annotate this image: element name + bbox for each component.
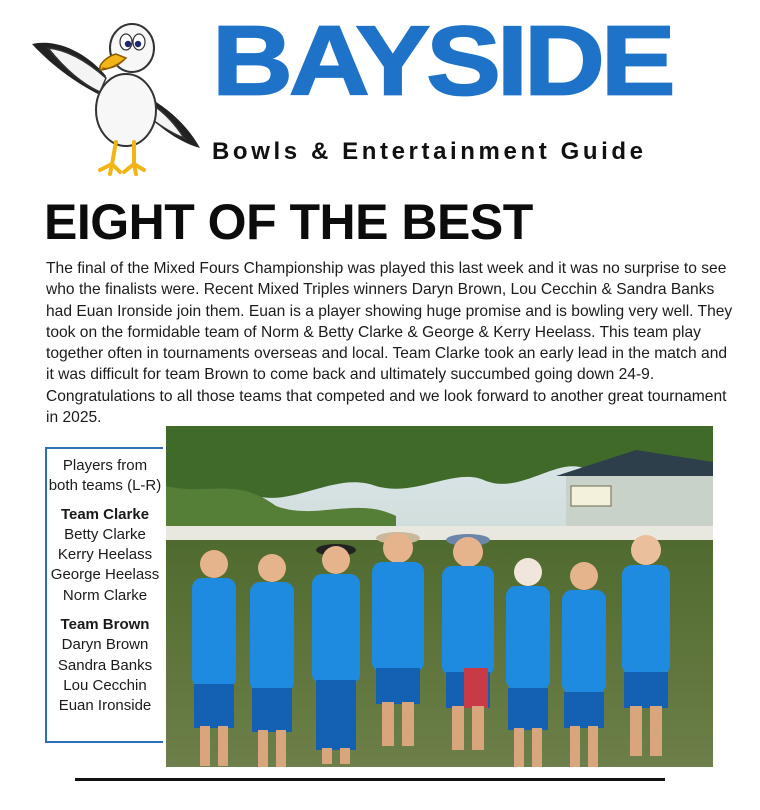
article-body: The final of the Mixed Fours Championship was played this last week and it was no surprise to see who the finalists were. Recent Mixed Triples winners Daryn Brown, Lou Cecchin & Sandra Banks had Euan Ironside join them. Euan is a player showing huge promise and is bowling very well. They took on the formidable team of Norm & Betty Clarke & George & Kerry Heelass. This team play together often in tournaments overseas and local. Team Clarke took an early lead in the match and it was difficult for team Brown to come back and ultimately succumbed going down 24-9. Congratulations to all those teams that competed and we look forward to another great tournament in 2025. xyxy=(46,260,733,427)
article-headline: EIGHT OF THE BEST xyxy=(44,194,533,250)
team-member: Sandra Banks xyxy=(57,656,153,674)
team-member: Euan Ironside xyxy=(58,697,152,715)
bottom-divider xyxy=(75,778,665,781)
team-member: Lou Cecchin xyxy=(63,676,147,694)
team-member: Kerry Heelass xyxy=(57,546,153,564)
team-brown-group xyxy=(47,615,163,716)
seagull-mascot-icon xyxy=(28,14,208,179)
team-member: Daryn Brown xyxy=(61,636,149,654)
photo-caption-box xyxy=(45,447,163,743)
team-photo-illustration xyxy=(166,426,713,767)
team-clarke-group xyxy=(47,505,163,606)
team-name: Team Clarke xyxy=(60,505,150,523)
team-member: Norm Clarke xyxy=(62,586,148,604)
team-member: Betty Clarke xyxy=(64,525,146,543)
team-member: George Heelass xyxy=(50,566,160,584)
caption-intro: Players from both teams (L-R) xyxy=(48,457,162,495)
team-photo xyxy=(166,426,713,767)
team-name: Team Brown xyxy=(60,616,150,634)
masthead-subtitle: Bowls & Entertainment Guide xyxy=(212,138,647,165)
masthead-title: BAYSIDE xyxy=(212,5,672,116)
